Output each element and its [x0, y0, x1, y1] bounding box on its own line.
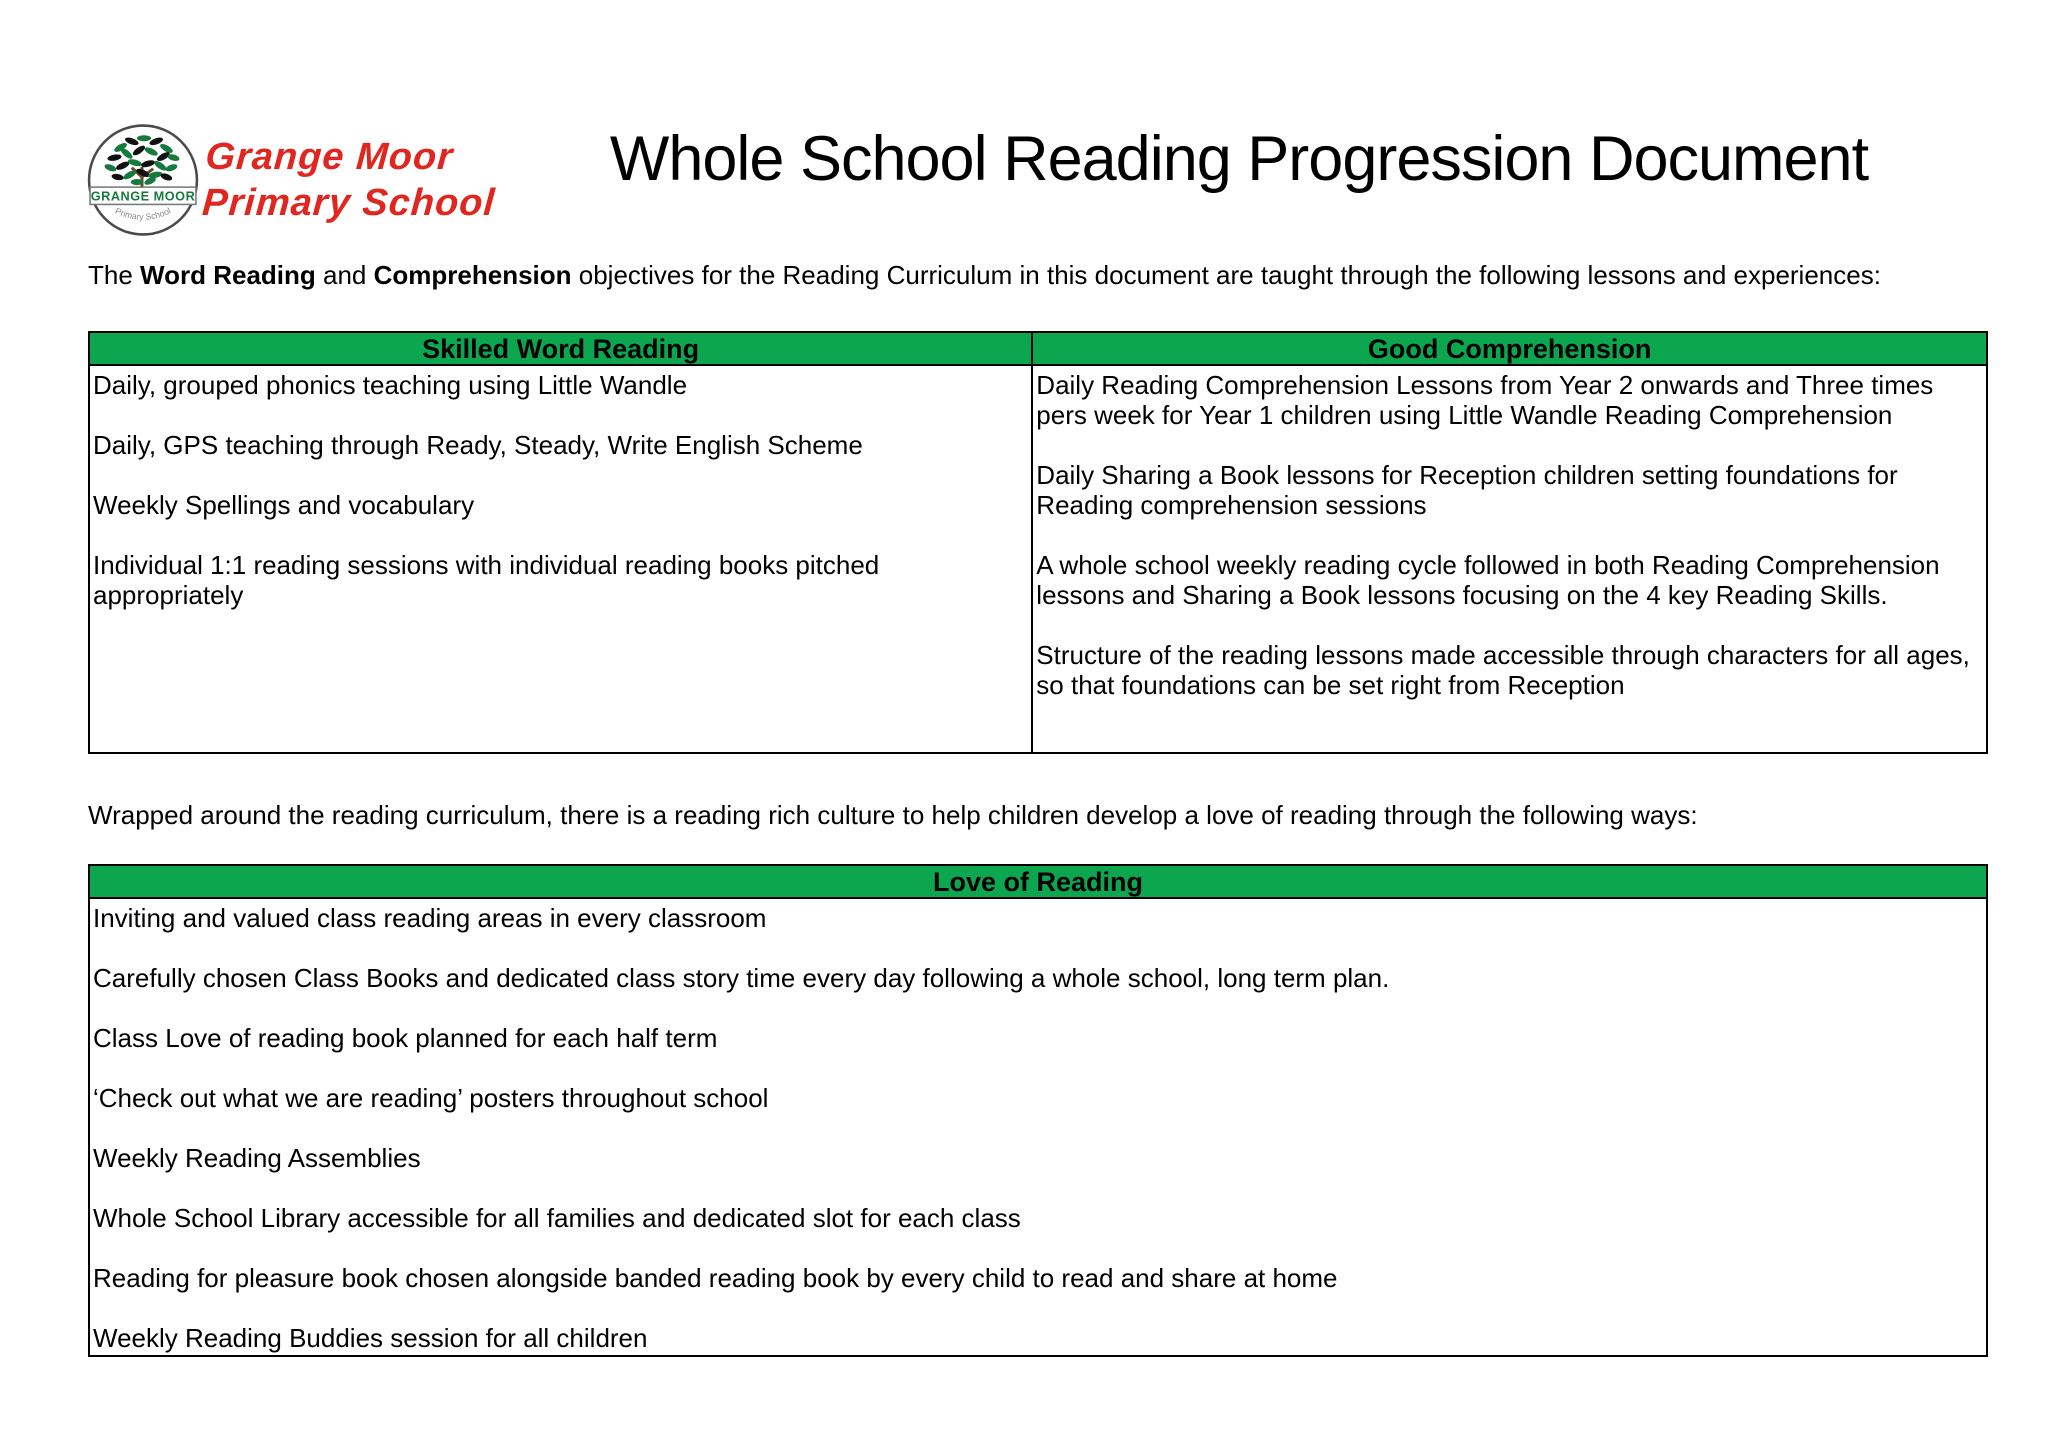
school-name-line1: Grange Moor — [204, 136, 455, 178]
table-paragraph: Structure of the reading lessons made accessible through characters for all ages, so that foundations can be set right from Reception — [1036, 640, 1970, 700]
table-paragraph: Reading for pleasure book chosen alongside banded reading book by every child to read and share at home — [93, 1263, 1338, 1293]
page-title: Whole School Reading Progression Document — [609, 124, 1869, 194]
reading-objectives-table — [88, 331, 1988, 754]
table-paragraph: Inviting and valued class reading areas in every classroom — [93, 903, 767, 933]
column-header-skilled-word-reading: Skilled Word Reading — [89, 332, 1032, 365]
table-paragraph: Weekly Reading Buddies session for all children — [93, 1323, 648, 1353]
table-paragraph: Individual 1:1 reading sessions with individual reading books pitched appropriately — [93, 550, 880, 610]
intro-paragraph — [88, 260, 1998, 290]
table-paragraph: Daily, grouped phonics teaching using Little Wandle — [93, 370, 688, 400]
table-header-row — [89, 865, 1987, 898]
intro-seg3: objectives for the Reading Curriculum in this document are taught through the following lessons and experiences: — [571, 260, 1881, 290]
love-of-reading-intro: Wrapped around the reading curriculum, there is a reading rich culture to help children develop a love of reading through the following ways: — [88, 800, 1698, 830]
table-header-row — [89, 332, 1987, 365]
intro-bold-word-reading: Word Reading — [140, 260, 316, 290]
column-header-love-of-reading: Love of Reading — [89, 865, 1987, 898]
table-paragraph: Whole School Library accessible for all families and dedicated slot for each class — [93, 1203, 1021, 1233]
table-body-row — [89, 365, 1987, 753]
table-paragraph: Weekly Spellings and vocabulary — [93, 490, 475, 520]
table-paragraph: Class Love of reading book planned for each half term — [93, 1023, 718, 1053]
good-comprehension-cell — [1032, 365, 1987, 753]
school-name-line2: Primary School — [200, 182, 497, 224]
school-name — [201, 134, 500, 226]
logo-sub-text: Primary School — [113, 205, 173, 222]
table-paragraph: Daily Reading Comprehension Lessons from Year 2 onwards and Three times pers week for Year 1 children using Little Wandle Reading Comprehension — [1036, 370, 1934, 430]
skilled-word-reading-cell — [89, 365, 1032, 753]
table-paragraph: Weekly Reading Assemblies — [93, 1143, 421, 1173]
table-paragraph: Daily, GPS teaching through Ready, Steady, Write English Scheme — [93, 430, 863, 460]
love-of-reading-table — [88, 864, 1988, 1357]
table-paragraph: ‘Check out what we are reading’ posters throughout school — [93, 1083, 769, 1113]
love-of-reading-cell — [89, 898, 1987, 1356]
intro-seg1: The — [88, 260, 141, 290]
column-header-good-comprehension: Good Comprehension — [1032, 332, 1987, 365]
school-logo-icon — [86, 124, 200, 236]
logo-banner-text: GRANGE MOOR — [90, 188, 196, 204]
table-body-row — [89, 898, 1987, 1356]
table-paragraph: A whole school weekly reading cycle followed in both Reading Comprehension lessons and Sharing a Book lessons focusing on the 4 key Reading Skills. — [1036, 550, 1940, 610]
table-paragraph: Daily Sharing a Book lessons for Reception children setting foundations for Reading comprehension sessions — [1036, 460, 1898, 520]
intro-bold-comprehension: Comprehension — [373, 260, 572, 290]
intro-seg2: and — [315, 260, 374, 290]
table-paragraph: Carefully chosen Class Books and dedicated class story time every day following a whole school, long term plan. — [93, 963, 1390, 993]
